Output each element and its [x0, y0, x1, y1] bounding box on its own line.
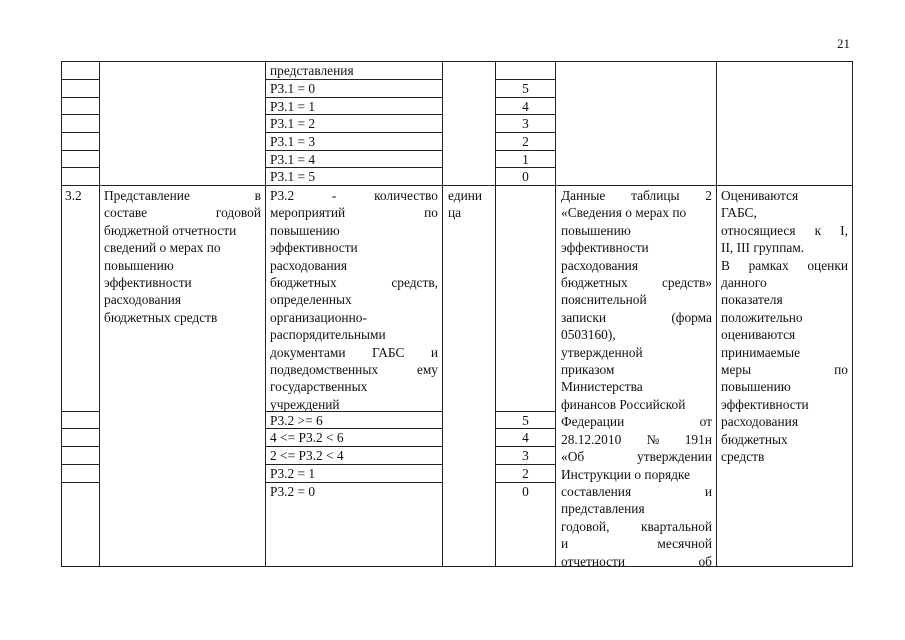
text-line: [561, 187, 712, 204]
word: составления: [561, 483, 632, 499]
word: от: [699, 414, 712, 430]
condition-cell: Р3.2 = 0: [270, 484, 316, 499]
word: по: [834, 362, 848, 378]
text-line: 0503160),: [561, 327, 616, 343]
text-line: повышению: [270, 222, 340, 238]
text-line: пояснительной: [561, 292, 647, 308]
text-line: государственных: [270, 379, 368, 395]
word: оценки: [807, 257, 848, 273]
col-border: [442, 61, 443, 567]
text-line: эффективности: [270, 240, 358, 256]
word: Федерации: [561, 414, 625, 430]
text-line: [270, 361, 438, 378]
text-line: [104, 204, 261, 221]
text-line: повышению: [104, 257, 174, 273]
col-border: [265, 61, 266, 567]
word: №: [646, 431, 660, 447]
row-border: [61, 132, 99, 133]
word: записки: [561, 309, 607, 325]
row-border: [61, 446, 99, 447]
text-line: расходования: [270, 257, 347, 273]
word: подведомственных: [270, 362, 379, 378]
text-line: [561, 535, 712, 552]
text-line: бюджетных: [721, 431, 788, 447]
text-line: повышению: [561, 222, 631, 238]
score-cell: 4: [522, 430, 529, 445]
text-line: Оцениваются: [721, 188, 799, 203]
score-cell: 5: [522, 81, 529, 96]
row-border: [61, 97, 99, 98]
word: и: [704, 483, 712, 499]
word: меры: [721, 362, 752, 378]
text-line: ГАБС,: [721, 205, 757, 221]
text-line: [561, 518, 712, 535]
score-cell: 4: [522, 99, 529, 114]
text-line: финансов Российской: [561, 396, 686, 412]
word: средств,: [391, 275, 438, 291]
text-line: средств: [721, 449, 765, 465]
word: по: [424, 205, 438, 221]
word: -: [331, 188, 337, 203]
text-line: [561, 448, 712, 465]
text-line: [561, 413, 712, 430]
text-line: бюджетной отчетности: [104, 222, 237, 238]
word: 2: [705, 188, 712, 203]
text-line: ца: [448, 205, 462, 221]
text-line: положительно: [721, 309, 803, 325]
word: и: [430, 344, 438, 360]
word: Р3.2: [270, 188, 295, 203]
word: годовой: [215, 205, 261, 221]
text-line: [561, 483, 712, 500]
text-line: расходования: [561, 257, 638, 273]
word: отчетности: [561, 553, 626, 569]
word: документами: [270, 344, 346, 360]
text-line: сведений о мерах по: [104, 240, 221, 256]
text-line: [721, 257, 848, 274]
text-line: оцениваются: [721, 327, 796, 343]
text-line: представления: [561, 501, 645, 517]
word: таблицы: [631, 188, 680, 203]
text-line: [270, 187, 438, 204]
text-line: принимаемые: [721, 344, 801, 360]
text-line: [270, 204, 438, 221]
page-number: 21: [837, 36, 850, 51]
condition-cell: Р3.1 = 1: [270, 99, 316, 114]
row-border: [61, 411, 99, 412]
word: I,: [840, 222, 848, 238]
word: об: [698, 553, 712, 569]
word: количество: [374, 188, 438, 203]
text-line: [270, 344, 438, 361]
word: бюджетных: [270, 275, 337, 291]
text-line: II, III группам.: [721, 240, 805, 256]
text-line: [721, 361, 848, 378]
text-line: [270, 274, 438, 291]
col-border: [61, 61, 62, 567]
row-border: [61, 150, 99, 151]
word: годовой,: [561, 518, 610, 534]
word: и: [561, 536, 569, 552]
text-line: [561, 431, 712, 448]
score-cell: 5: [522, 413, 529, 428]
word: составе: [104, 205, 148, 221]
condition-cell: Р3.1 = 0: [270, 81, 316, 96]
text-line: едини: [448, 188, 483, 203]
text-line: расходования: [104, 292, 181, 308]
row-border: [61, 428, 99, 429]
text-line: данного: [721, 275, 767, 291]
text-line: эффективности: [721, 396, 809, 412]
word: «Об: [561, 449, 585, 465]
text-line: эффективности: [561, 240, 649, 256]
word: квартальной: [640, 518, 712, 534]
word: к: [814, 222, 822, 238]
score-cell: 3: [522, 116, 529, 131]
score-cell: 0: [522, 169, 529, 184]
text-line: показателя: [721, 292, 783, 308]
score-cell: 2: [522, 134, 529, 149]
text-line: приказом: [561, 362, 615, 378]
text-line: бюджетных средств: [104, 309, 218, 325]
text-line: повышению: [721, 379, 791, 395]
text-line: расходования: [721, 414, 798, 430]
text-line: [104, 187, 261, 204]
word: Представление: [104, 188, 190, 203]
word: ГАБС: [371, 344, 405, 360]
word: относящиеся: [721, 222, 796, 238]
col-border: [555, 61, 556, 567]
condition-cell: Р3.2 >= 6: [270, 413, 323, 428]
word: Данные: [561, 188, 606, 203]
text-line: определенных: [270, 292, 352, 308]
row-border: [61, 464, 99, 465]
text-line: [561, 274, 712, 291]
text-line: Инструкции о порядке: [561, 466, 691, 482]
word: 191н: [684, 431, 712, 447]
text-line: утвержденной: [561, 344, 643, 360]
score-cell: 1: [522, 152, 529, 167]
table-top-border: [61, 61, 853, 62]
word: В: [721, 257, 730, 273]
text-line: распорядительными: [270, 327, 386, 343]
word: средств»: [661, 275, 712, 291]
text-line: [561, 553, 712, 570]
word: 28.12.2010: [561, 431, 622, 447]
col-border: [99, 61, 100, 567]
score-cell: 2: [522, 466, 529, 481]
text-line: учреждений: [270, 396, 340, 412]
word: (форма: [671, 309, 712, 325]
text-line: [561, 309, 712, 326]
text-line: [721, 222, 848, 239]
table-bottom-border: [61, 566, 853, 567]
item-name: [104, 187, 261, 326]
condition-cell: 2 <= Р3.2 < 4: [270, 448, 344, 463]
row-border: [61, 167, 99, 168]
indicator-tail: представления: [270, 63, 354, 78]
score-cell: 3: [522, 448, 529, 463]
condition-cell: 4 <= Р3.2 < 6: [270, 430, 344, 445]
word: ему: [416, 362, 438, 378]
text-line: эффективности: [104, 275, 192, 291]
unit-of-measure: [448, 187, 492, 222]
col-border: [716, 61, 717, 567]
word: мероприятий: [270, 205, 346, 221]
text-line: Министерства: [561, 379, 643, 395]
item-number: 3.2: [65, 188, 82, 203]
condition-cell: Р3.1 = 3: [270, 134, 316, 149]
word: бюджетных: [561, 275, 628, 291]
condition-cell: Р3.1 = 4: [270, 152, 316, 167]
word: рамках: [748, 257, 789, 273]
condition-cell: Р3.2 = 1: [270, 466, 316, 481]
row-border: [61, 482, 99, 483]
col-border: [852, 61, 853, 567]
row-border: [61, 79, 99, 80]
comment: [721, 187, 848, 466]
text-line: «Сведения о мерах по: [561, 205, 687, 221]
score-cell: 0: [522, 484, 529, 499]
data-source: [561, 187, 712, 570]
section-border: [61, 185, 853, 186]
word: месячной: [657, 536, 712, 552]
condition-cell: Р3.1 = 2: [270, 116, 316, 131]
word: в: [254, 188, 261, 203]
row-border: [61, 114, 99, 115]
condition-cell: Р3.1 = 5: [270, 169, 316, 184]
word: утверждении: [637, 449, 712, 465]
indicator-description: [270, 187, 438, 413]
text-line: организационно-: [270, 309, 367, 325]
